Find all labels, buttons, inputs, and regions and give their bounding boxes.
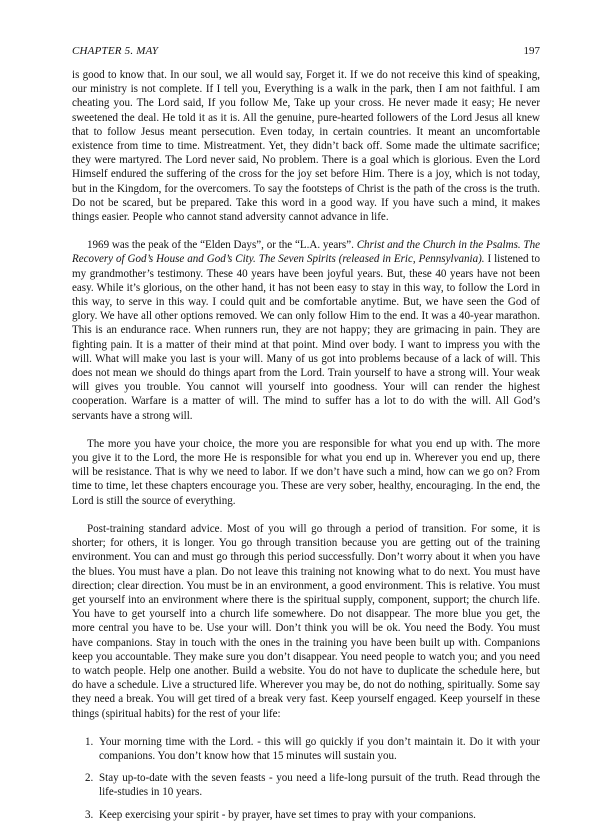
list-item-text: Stay up-to-date with the seven feasts - you need a life-long pursuit of the truth. Read through the life-studies in 10 years. (99, 772, 540, 799)
list-item-text: Keep exercising your spirit - by prayer, have set times to pray with your companions. (99, 808, 476, 821)
paragraph-text: Post-training standard advice. Most of you will go through a period of transition. For some, it is shorter; for others, it is longer. You go through transition because you are getting out of the training environment. You can and must go through this period successfully. Don’t worry about it when you have the blues. You must have a plan. Do not leave this training not knowing what to do next. You must have direction; clear direction. You must be in an environment, a good environment. This is relative. You must get yourself into an environment where there is the spiritual supply, component, support; the church life. You have to get yourself into a church life somewhere. Do not disappear. The more blue you get, the more central you have to be. Use your will. Don’t think you will be ok. You need the Body. You must have companions. Stay in touch with the ones in the training you have been built up with. Companions keep you accountable. They make sure you don’t disappear. You need people to watch you; and you need to watch people. Help one another. Build a website. You do not have to duplicate the schedule here, but do have a schedule. Live a structured life. Wherever you may be, do not do nothing, spiritually. Some say they need a break. You will get tired of a break very fast. Keep yourself engaged. Keep yourself in these things (spiritual habits) for the rest of your life: (72, 522, 540, 720)
list-item-number: 2. (85, 772, 94, 785)
numbered-list (72, 735, 540, 822)
list-item (72, 771, 540, 799)
paragraph (72, 238, 540, 423)
paragraph-text: is good to know that. In our soul, we all would say, Forget it. If we do not receive this kind of speaking, our ministry is not complete. If I tell you, Everything is a walk in the park, then I am not faithful. I am cheating you. The Lord said, If you follow Me, Take up your cross. He never made it easy; He never sweetened the deal. He told it as it is. All the genuine, pure-hearted followers of the Lord Jesus all knew that to follow Jesus meant persecution. Even today, in certain countries. It meant an uncomfortable existence from time to time. Mistreatment. Yet, they didn’t back off. Some made the ultimate sacrifice; they were martyred. The Lord never said, No problem. There is a goal which is glorious. Even the Lord Himself endured the suffering of the cross for the joy set before Him. There is a joy, which is not today, but in the Kingdom, for the overcomers. To say the footsteps of Christ is the path of the cross is the truth. Do not be scared, but be prepared. Take this word in a good way. If you have such a mind, it makes things easier. People who cannot stand adversity cannot advance in life. (72, 69, 540, 224)
paragraph-text: The more you have your choice, the more you are responsible for what you end up with. The more you give it to the Lord, the more He is responsible for what you end up in. Wherever you end up, there will be resistance. That is why we need to labor. If we don’t have such a mind, how can we go on? From time to time, let these chapters encourage you. These are very sober, healthy, encouraging. In the end, the Lord is still the source of everything. (72, 437, 540, 507)
list-item-number: 1. (85, 735, 94, 748)
paragraph (72, 68, 540, 224)
page-number: 197 (523, 45, 540, 57)
italic-title-text: Christ and the Church in the Psalms. The Recovery of God’s House and God’s City. The Seven Spirits (released in Eric, Pennsylvania). (72, 239, 540, 266)
list-item (72, 735, 540, 763)
list-item-text: Your morning time with the Lord. - this will go quickly if you don’t maintain it. Do it with your companions. You don’t know how that 15 minutes will sustain you. (99, 735, 540, 762)
running-header (72, 45, 540, 57)
paragraph (72, 437, 540, 508)
paragraph (72, 522, 540, 721)
chapter-title: CHAPTER 5. MAY (72, 45, 159, 57)
list-item-number: 3. (85, 808, 94, 821)
paragraph-text: I listened to my grandmother’s testimony. These 40 years have been joyful years. But, these 40 years have not been easy. While it’s glorious, on the other hand, it has not been easy to stay in this way, to follow the Lord in this way, to serve in this way. I could quit and be comfortable anytime. But, we have seen the God of glory. We have all other options removed. We can only follow Him to the end. It was a 40-year marathon. This is an endurance race. When runners run, they are not happy; they are grimacing in pain. They are fighting pain. It is a matter of their mind at that point. Mind over body. I want to impress you with the will. What will make you last is your will. Many of us got into problems because of a lack of will. This does not mean we should do things apart from the Lord. Train yourself to have a strong will. Your weak will gives you trouble. You cannot will yourself into goodness. Your will can render the highest cooperation. Warfare is a matter of will. The mind to suffer has a lot to do with the will. All God’s servants have a strong will. (72, 253, 541, 422)
page-body (72, 68, 540, 830)
list-item (72, 808, 540, 822)
paragraph-text: 1969 was the peak of the “Elden Days”, or the “L.A. years”. (87, 239, 357, 252)
